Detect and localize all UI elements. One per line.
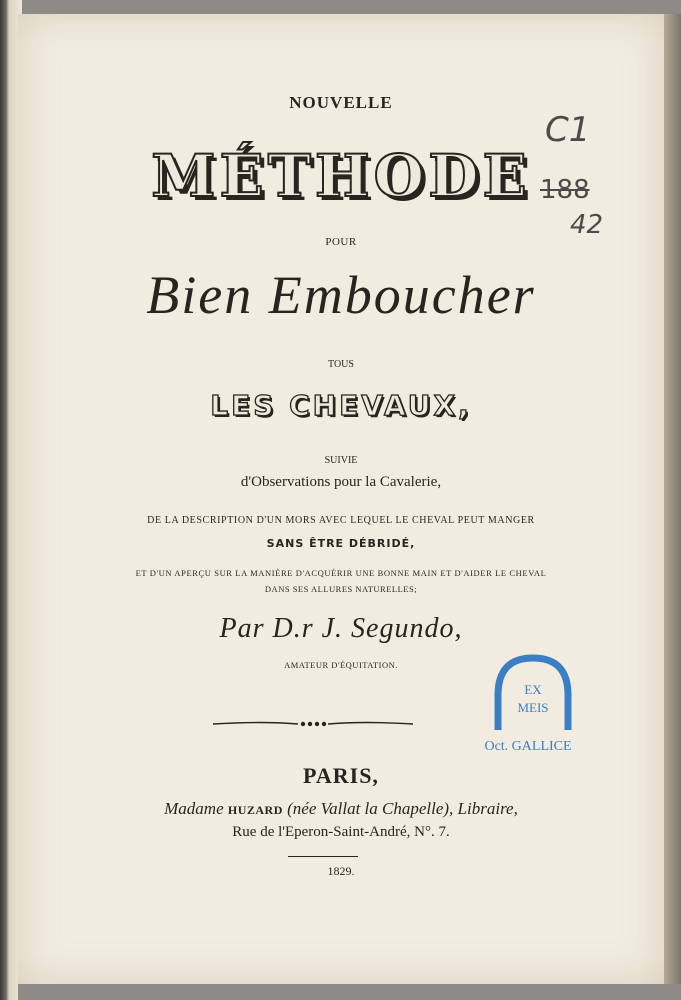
page-edge-bottom	[18, 984, 681, 1000]
title-line-pour: POUR	[325, 236, 357, 248]
title-line-methode: MÉTHODE	[151, 142, 531, 210]
imprint-rule	[288, 856, 358, 857]
shelfmark-handwritten-struck: 188	[540, 175, 590, 205]
title-line-description: DE LA DESCRIPTION D'UN MORS AVEC LEQUEL LE CHEVAL PEUT MANGER	[147, 515, 535, 526]
imprint-year: 1829.	[327, 864, 355, 878]
show-through-text	[128, 889, 548, 939]
publisher-post: (née Vallat la Chapelle), Libraire,	[287, 799, 518, 818]
title-line-sans-etre-debride: SANS ÊTRE DÉBRIDÉ,	[266, 537, 416, 550]
title-line-les-chevaux: LES CHEVAUX,	[210, 389, 472, 422]
title-line-tous: TOUS	[328, 359, 354, 370]
stamp-line-owner: Oct. GALLICE	[484, 739, 572, 754]
publisher-pre: Madame	[164, 799, 224, 818]
title-line-observations: d'Observations pour la Cavalerie,	[240, 474, 442, 490]
title-line-apercu: ET D'UN APERÇU SUR LA MANIÈRE D'ACQUÉRIR UNE BONNE MAIN ET D'AIDER LE CHEVAL	[135, 568, 547, 578]
title-line-suivie: SUIVIE	[324, 455, 358, 466]
imprint-publisher	[18, 799, 664, 819]
author-note: AMATEUR D'ÉQUITATION.	[284, 660, 398, 670]
shelfmark-handwritten-42: 42	[570, 210, 604, 240]
imprint-city: PARIS,	[303, 763, 379, 788]
page-edge-right	[664, 14, 681, 984]
stamp-line-meis: MEIS	[517, 700, 549, 715]
title-page	[18, 14, 664, 984]
title-line-bien-emboucher: Bien Emboucher	[146, 265, 536, 325]
publisher-name: HUZARD	[227, 803, 283, 817]
stamp-line-ex: EX	[524, 682, 542, 697]
imprint-address: Rue de l'Eperon-Saint-André, N°. 7.	[232, 824, 450, 840]
author-line: Par D.r J. Segundo,	[219, 613, 463, 644]
ornamental-rule	[213, 714, 413, 734]
ex-libris-stamp	[478, 650, 588, 760]
title-line-nouvelle: NOUVELLE	[289, 93, 393, 112]
shelfmark-handwritten-c1: C1	[545, 110, 591, 150]
title-line-allures: DANS SES ALLURES NATURELLES;	[264, 584, 418, 594]
